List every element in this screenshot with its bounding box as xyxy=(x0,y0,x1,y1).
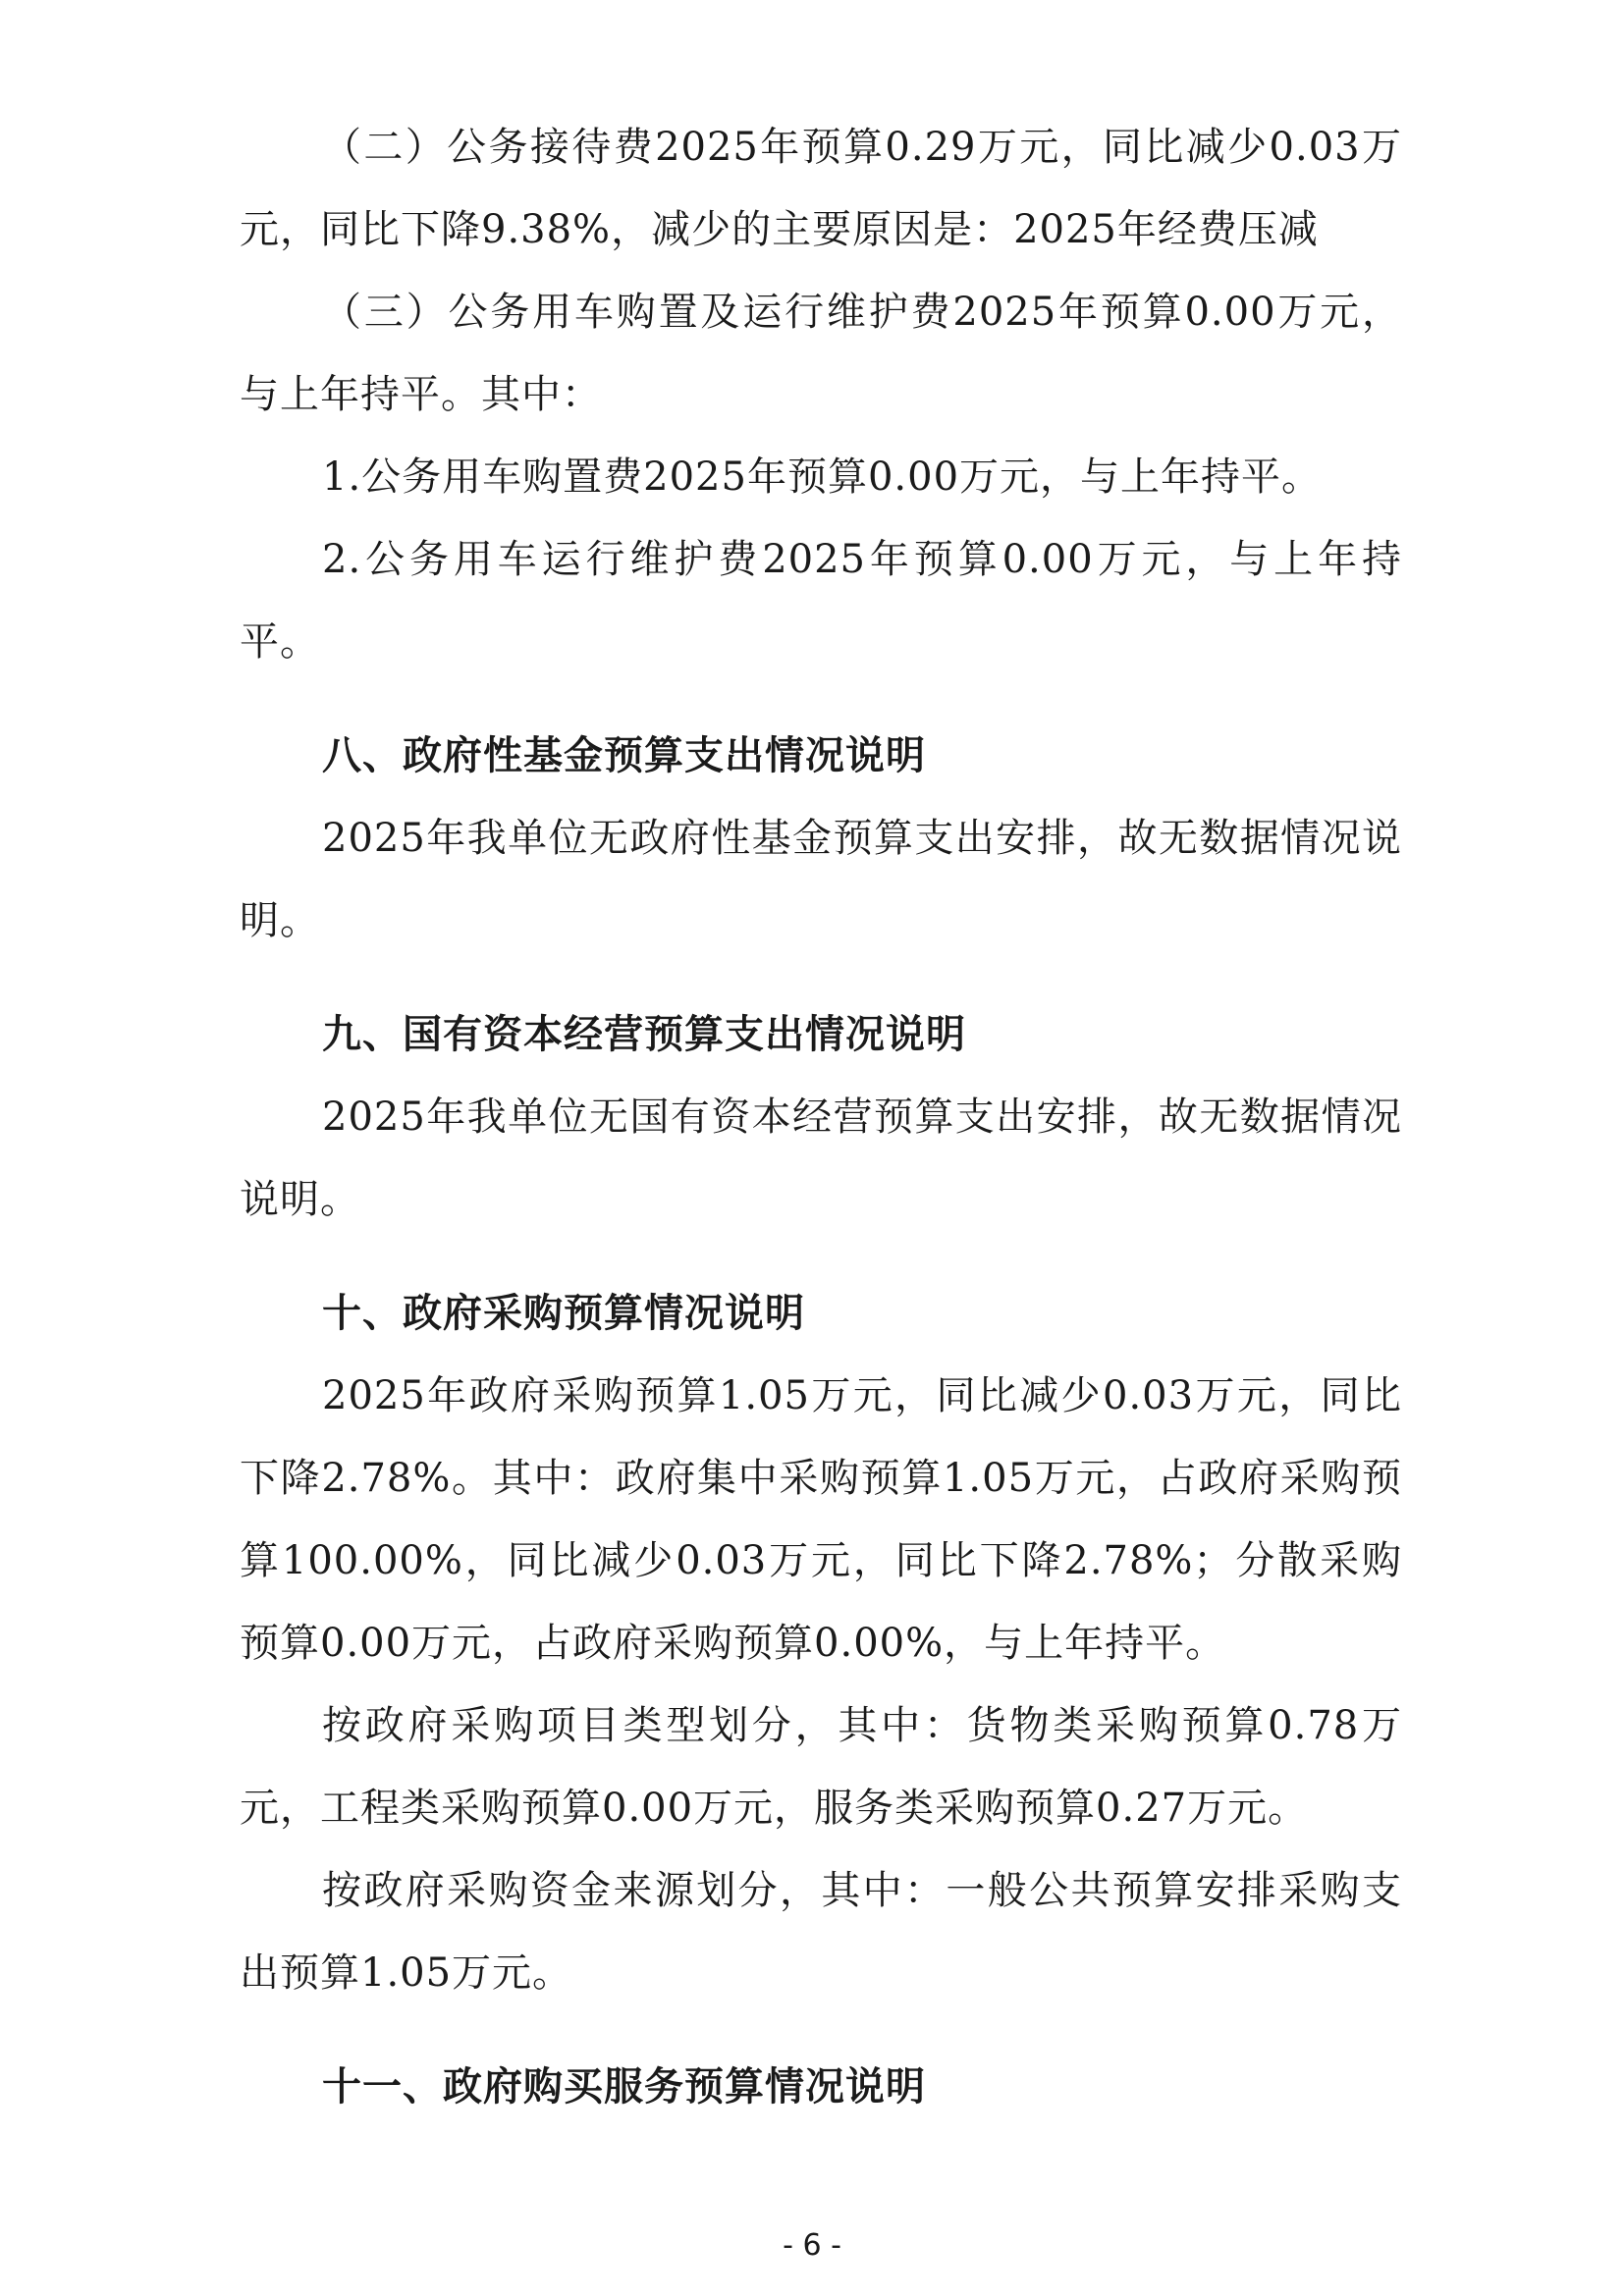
section-10-heading: 十、政府采购预算情况说明 xyxy=(322,1291,805,1336)
section-8-heading: 八、政府性基金预算支出情况说明 xyxy=(322,733,926,778)
section-10-body-2: 按政府采购项目类型划分，其中：货物类采购预算0.78万元，工程类采购预算0.00万元，服务类采购预算0.27万元。 xyxy=(240,1703,1402,1831)
section-10-body-1: 2025年政府采购预算1.05万元，同比减少0.03万元，同比下降2.78%。其中：政府集中采购预算1.05万元，占政府采购预算100.00%，同比减少0.03万元，同比下降2.78%；分散采购预算0.00万元，占政府采购预算0.00%，与上年持平。 xyxy=(240,1373,1402,1666)
vehicle-expense-paragraph: （三）公务用车购置及运行维护费2025年预算0.00万元，与上年持平。其中： xyxy=(240,290,1402,417)
section-9-heading: 九、国有资本经营预算支出情况说明 xyxy=(322,1012,966,1057)
section-11-heading: 十一、政府购买服务预算情况说明 xyxy=(322,2064,926,2109)
section-9-body: 2025年我单位无国有资本经营预算支出安排，故无数据情况说明。 xyxy=(240,1095,1402,1222)
reception-expense-paragraph: （二）公务接待费2025年预算0.29万元，同比减少0.03万元，同比下降9.38%，减少的主要原因是：2025年经费压减 xyxy=(240,125,1402,252)
vehicle-purchase-item: 1.公务用车购置费2025年预算0.00万元，与上年持平。 xyxy=(322,454,1323,500)
document-body xyxy=(240,106,1402,2128)
page-number: - 6 - xyxy=(783,2228,841,2263)
section-8-body: 2025年我单位无政府性基金预算支出安排，故无数据情况说明。 xyxy=(240,816,1402,943)
vehicle-maintenance-item: 2.公务用车运行维护费2025年预算0.00万元，与上年持平。 xyxy=(240,537,1402,665)
section-10-body-3: 按政府采购资金来源划分，其中：一般公共预算安排采购支出预算1.05万元。 xyxy=(240,1868,1402,1996)
